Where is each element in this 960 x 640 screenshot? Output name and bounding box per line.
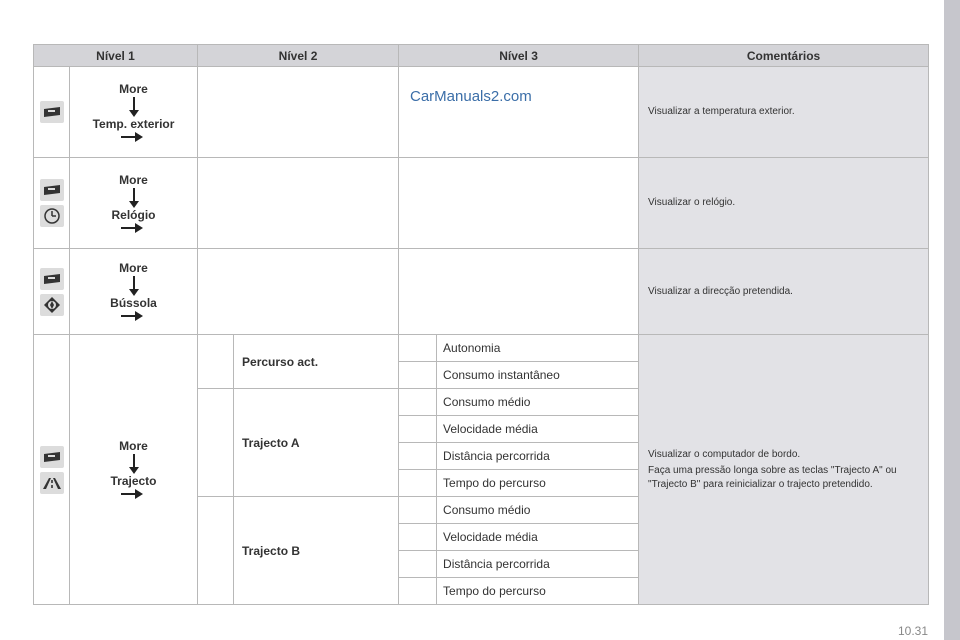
menu-button-icon bbox=[40, 446, 64, 468]
level2-label: Trajecto B bbox=[234, 497, 399, 605]
header-level3: Nível 3 bbox=[399, 45, 639, 67]
level3-cell bbox=[399, 158, 639, 249]
arrow-down-icon bbox=[128, 276, 140, 296]
level3-item: Velocidade média bbox=[437, 524, 639, 551]
level1-cell bbox=[70, 67, 198, 158]
arrow-right-icon bbox=[121, 488, 143, 500]
icon-cell bbox=[34, 67, 70, 158]
table-header-row bbox=[34, 45, 929, 67]
level3-spacer bbox=[399, 335, 437, 362]
level3-spacer bbox=[399, 362, 437, 389]
table-row bbox=[34, 335, 929, 362]
arrow-right-icon bbox=[121, 222, 143, 234]
level2-cell bbox=[198, 249, 399, 335]
menu-table bbox=[33, 44, 929, 605]
level3-item: Distância percorrida bbox=[437, 551, 639, 578]
level3-item: Consumo médio bbox=[437, 497, 639, 524]
comment-line: Visualizar o computador de bordo. bbox=[648, 448, 801, 460]
table-row bbox=[34, 249, 929, 335]
level3-item: Autonomia bbox=[437, 335, 639, 362]
more-label: More bbox=[119, 261, 148, 275]
level1-item-label: Bússola bbox=[110, 296, 157, 310]
menu-button-icon bbox=[40, 179, 64, 201]
page-edge-sidebar bbox=[944, 0, 960, 640]
road-icon bbox=[40, 472, 64, 494]
level3-item: Tempo do percurso bbox=[437, 578, 639, 605]
level3-item: Consumo instantâneo bbox=[437, 362, 639, 389]
level3-item: Tempo do percurso bbox=[437, 470, 639, 497]
header-level1: Nível 1 bbox=[34, 45, 198, 67]
level3-spacer bbox=[399, 470, 437, 497]
level3-spacer bbox=[399, 389, 437, 416]
arrow-down-icon bbox=[128, 454, 140, 474]
level3-spacer bbox=[399, 524, 437, 551]
more-label: More bbox=[119, 439, 148, 453]
header-level2: Nível 2 bbox=[198, 45, 399, 67]
level3-spacer bbox=[399, 416, 437, 443]
watermark-text: CarManuals2.com bbox=[410, 88, 532, 105]
arrow-right-icon bbox=[121, 310, 143, 322]
comment-line: Faça uma pressão longa sobre as teclas "Trajecto A" ou "Trajecto B" para reinicializar o trajecto pretendido. bbox=[648, 465, 897, 490]
table-row bbox=[34, 67, 929, 158]
comment-cell bbox=[639, 335, 929, 605]
level2-spacer bbox=[198, 389, 234, 497]
comment-cell: Visualizar a direcção pretendida. bbox=[639, 249, 929, 335]
level2-label: Percurso act. bbox=[234, 335, 399, 389]
level1-item-label: Relógio bbox=[111, 207, 156, 222]
more-label: More bbox=[119, 172, 148, 187]
comment-cell: Visualizar o relógio. bbox=[639, 158, 929, 249]
comment-cell: Visualizar a temperatura exterior. bbox=[639, 67, 929, 158]
header-comments: Comentários bbox=[639, 45, 929, 67]
more-label: More bbox=[119, 81, 148, 96]
level2-spacer bbox=[198, 497, 234, 605]
level3-item: Velocidade média bbox=[437, 416, 639, 443]
table-row bbox=[34, 158, 929, 249]
level3-spacer bbox=[399, 497, 437, 524]
level1-cell bbox=[70, 335, 198, 605]
level1-cell bbox=[70, 158, 198, 249]
menu-button-icon bbox=[40, 268, 64, 290]
menu-button-icon bbox=[40, 101, 64, 123]
compass-icon bbox=[40, 294, 64, 316]
level2-cell bbox=[198, 158, 399, 249]
level2-cell bbox=[198, 67, 399, 158]
level3-spacer bbox=[399, 578, 437, 605]
level3-cell bbox=[399, 67, 639, 158]
level3-item: Distância percorrida bbox=[437, 443, 639, 470]
level1-item-label: Temp. exterior bbox=[92, 116, 175, 131]
level3-item: Consumo médio bbox=[437, 389, 639, 416]
level3-cell bbox=[399, 249, 639, 335]
arrow-down-icon bbox=[128, 188, 140, 208]
arrow-down-icon bbox=[128, 97, 140, 117]
arrow-right-icon bbox=[121, 131, 143, 143]
icon-cell bbox=[34, 249, 70, 335]
icon-cell bbox=[34, 335, 70, 605]
level2-label: Trajecto A bbox=[234, 389, 399, 497]
level1-cell bbox=[70, 249, 198, 335]
level1-item-label: Trajecto bbox=[110, 474, 157, 488]
page-number: 10.31 bbox=[898, 624, 929, 638]
icon-cell bbox=[34, 158, 70, 249]
clock-icon bbox=[40, 205, 64, 227]
level3-spacer bbox=[399, 443, 437, 470]
level3-spacer bbox=[399, 551, 437, 578]
level2-spacer bbox=[198, 335, 234, 389]
